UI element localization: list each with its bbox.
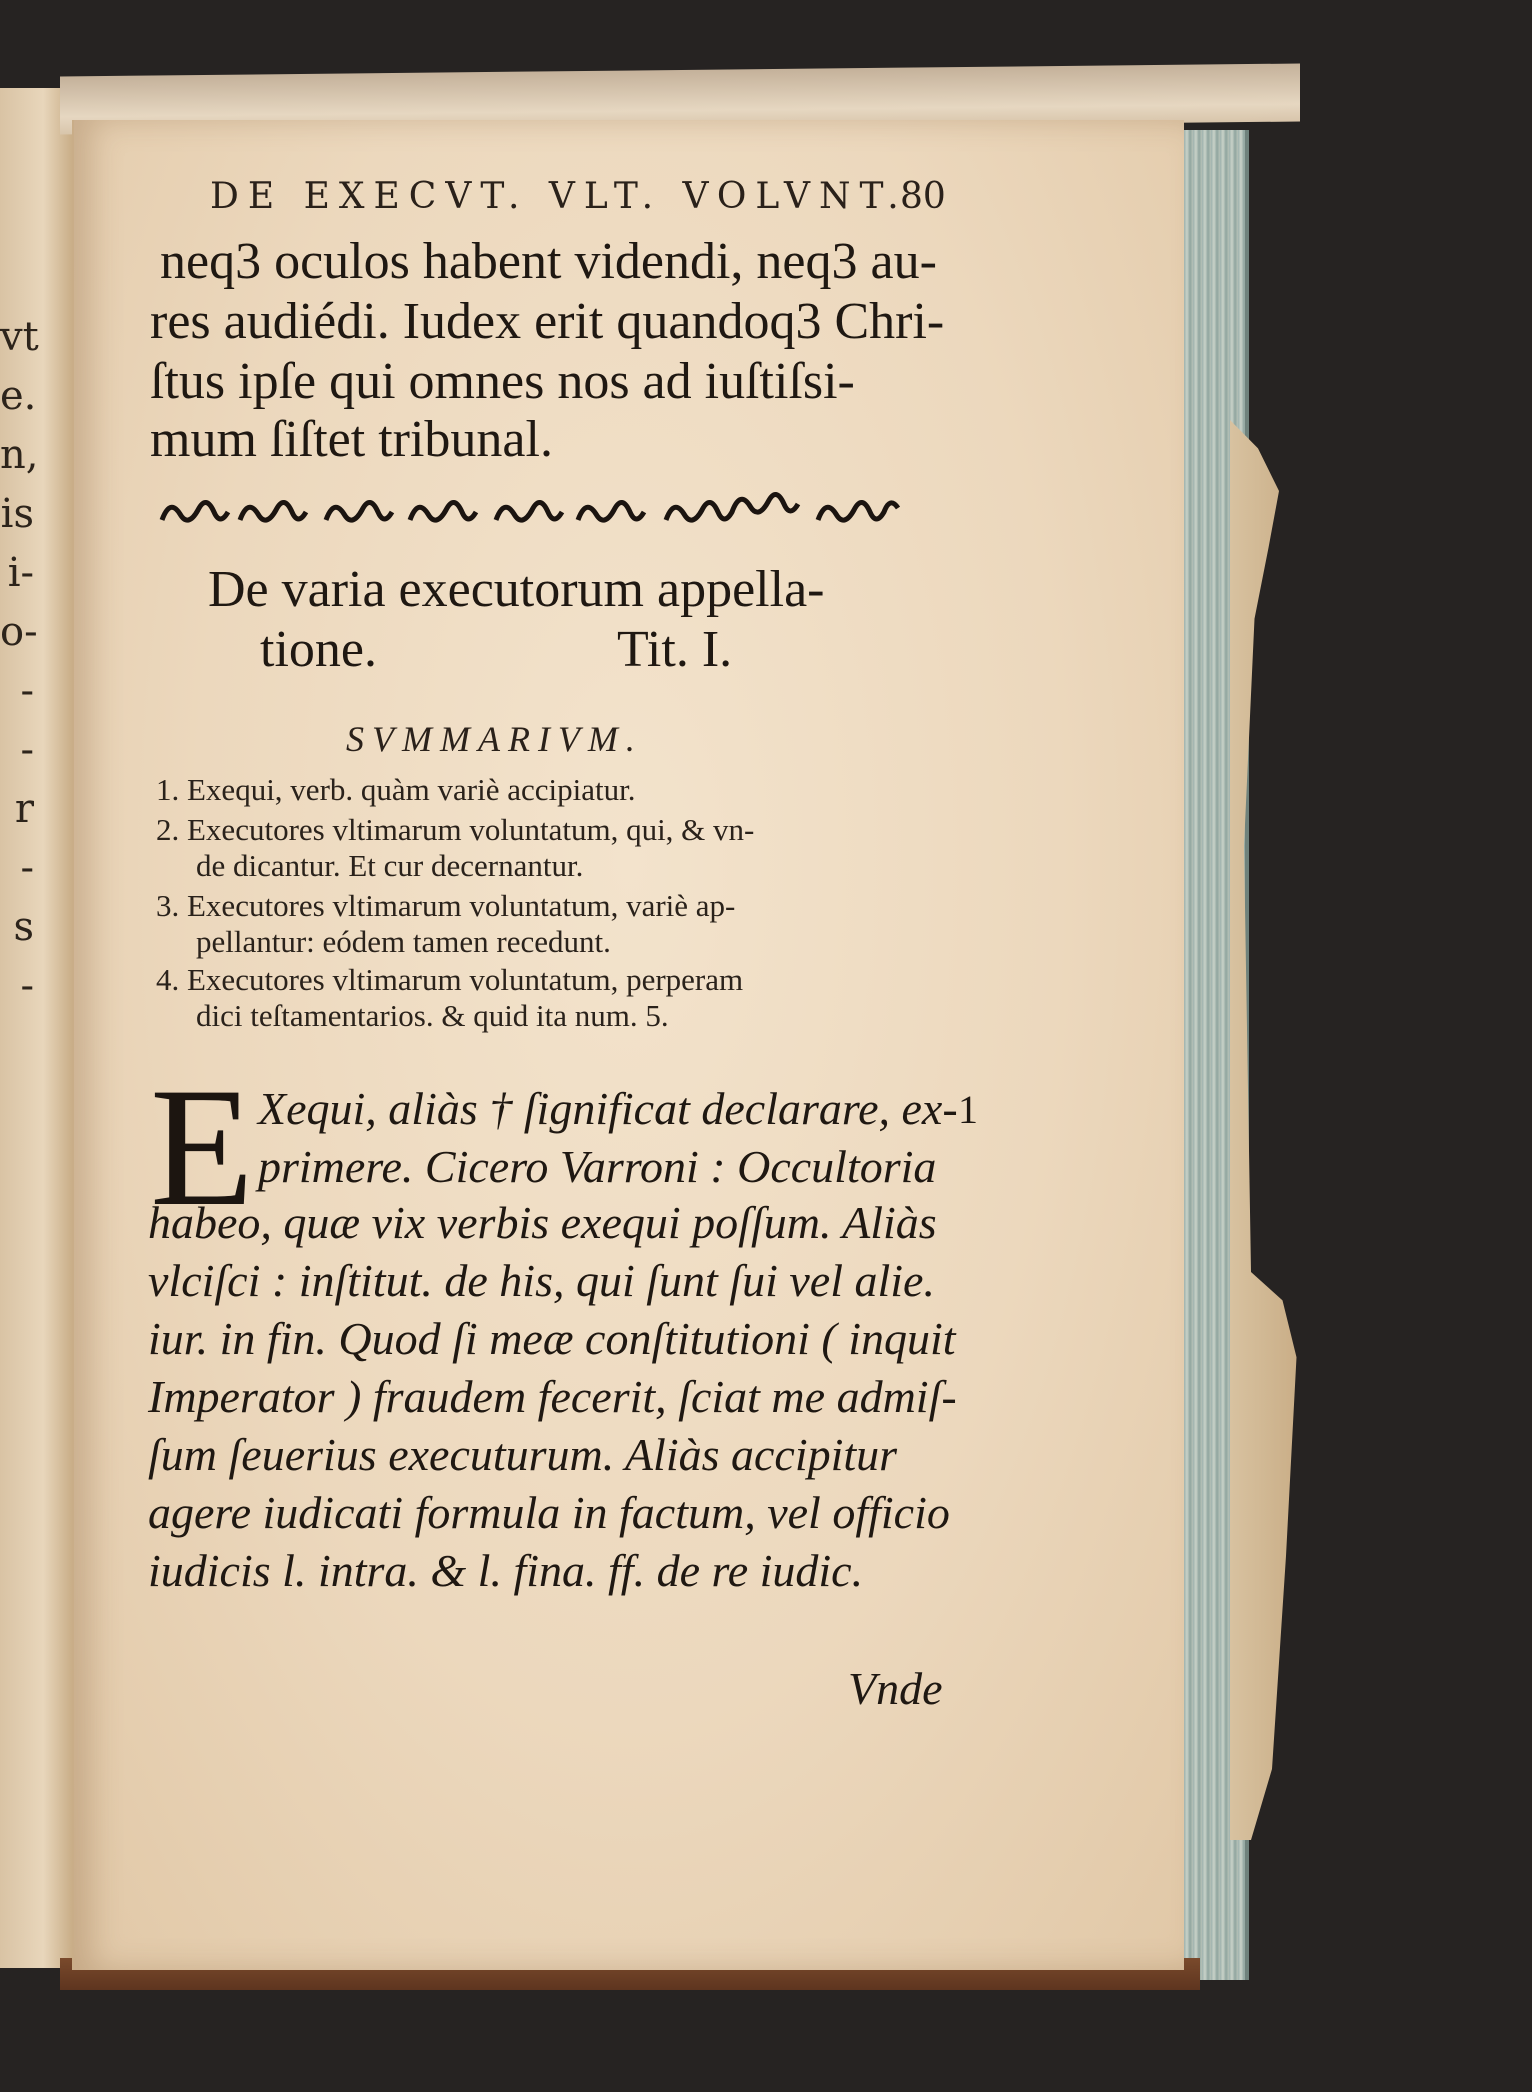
left-fragment: vt [0,314,39,360]
section-title: De varia executorum appella- [208,561,825,618]
ragged-page-edge [1230,420,1300,1840]
summary-item: 4. Executores vltimarum voluntatum, perperam [156,962,744,997]
marginal-number: 1 [958,1087,978,1132]
summary-item: 2. Executores vltimarum voluntatum, qui, & vn- [156,812,755,847]
left-fragment: r [14,786,34,832]
body-line: iudicis l. intra. & l. fina. ff. de re iudic. [148,1545,864,1596]
body-line: Xequi, aliàs † ſignificat declarare, ex- [258,1083,958,1134]
body-line: primere. Cicero Varroni : Occultoria [258,1141,937,1192]
ornament-band [158,490,958,544]
left-fragment: - [20,668,34,714]
body-line: vlciſci : inſtitut. de his, qui ſunt ſui vel alie. [148,1255,935,1306]
left-fragment: - [20,727,34,773]
running-head: DE EXECVT. VLT. VOLVNT. [210,176,908,217]
left-fragment: is [0,491,34,537]
opening-line: res audiédi. Iudex erit quandoq3 Chri- [150,293,945,350]
ornament-band-icon [158,490,958,534]
opening-line: ſtus ipſe qui omnes nos ad iuſtiſsi- [150,353,855,410]
body-line: habeo, quæ vix verbis exequi poſſum. Aliàs [148,1197,937,1248]
opening-line: mum ſiſtet tribunal. [150,411,553,468]
left-page-fragments [0,308,39,1016]
summary-item: dici teſtamentarios. & quid ita num. 5. [196,998,669,1033]
left-fragment: - [20,845,34,891]
left-fragment: n, [0,432,39,478]
summary-item: pellantur: eódem tamen recedunt. [196,924,611,959]
folio-number: 80 [900,176,946,217]
title-number: Tit. I. [617,621,733,678]
summary-item: 3. Executores vltimarum voluntatum, variè ap- [156,888,736,923]
left-fragment: s [13,904,34,950]
left-fragment: o- [0,609,38,655]
summary-item: 1. Exequi, verb. quàm variè accipiatur. [156,772,636,807]
left-facing-page [0,88,75,1968]
body-line: iur. in fin. Quod ſi meæ conſtitutioni ( inquit [148,1313,956,1364]
summarium-heading: SVMMARIVM. [346,719,643,759]
body-line: Imperator ) fraudem fecerit, ſciat me admiſ- [148,1371,957,1422]
left-fragment: - [20,963,34,1009]
opening-line: neq3 oculos habent videndi, neq3 au- [160,233,937,290]
summary-item: de dicantur. Et cur decernantur. [196,848,584,883]
section-title-cont: tione. [260,621,377,678]
left-fragment: i- [7,550,34,596]
drop-cap: E [150,1053,254,1241]
body-line: agere iudicati formula in factum, vel officio [148,1487,950,1538]
left-fragment: e. [0,373,37,419]
body-line: ſum ſeuerius executurum. Aliàs accipitur [148,1429,898,1480]
catchword: Vnde [848,1663,943,1714]
